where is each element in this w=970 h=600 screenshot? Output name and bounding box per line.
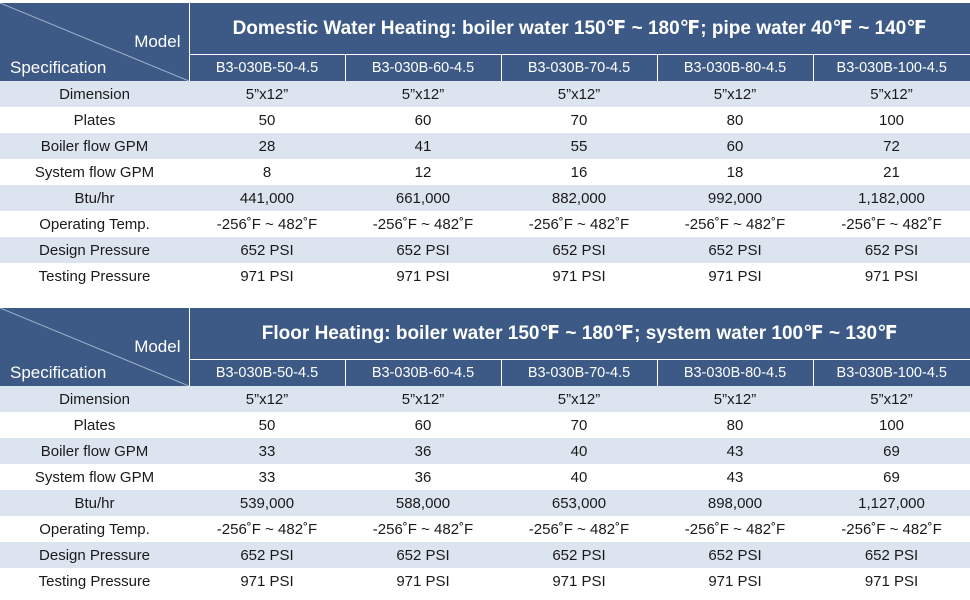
model-header: B3-030B-50-4.5 xyxy=(189,360,345,387)
table-title: Floor Heating: boiler water 150℉ ~ 180℉; system water 100℉ ~ 130℉ xyxy=(189,308,970,360)
domestic-water-heating-table xyxy=(0,3,970,289)
table-cell: 36 xyxy=(345,464,501,490)
table-cell: 40 xyxy=(501,438,657,464)
corner-model-label: Model xyxy=(134,32,181,51)
table-cell: 652 PSI xyxy=(813,542,970,568)
table-cell: -256˚F ~ 482˚F xyxy=(189,211,345,237)
table-cell: 69 xyxy=(813,464,970,490)
table-row xyxy=(0,237,970,263)
row-label: System flow GPM xyxy=(0,464,189,490)
table-cell: -256˚F ~ 482˚F xyxy=(345,211,501,237)
table-cell: 55 xyxy=(501,133,657,159)
table-row xyxy=(0,516,970,542)
table-cell: -256˚F ~ 482˚F xyxy=(813,516,970,542)
table-cell: 971 PSI xyxy=(345,263,501,289)
table-row xyxy=(0,568,970,594)
table-cell: 971 PSI xyxy=(813,263,970,289)
table-cell: 5”x12” xyxy=(189,81,345,107)
table-cell: 971 PSI xyxy=(345,568,501,594)
table-cell: 971 PSI xyxy=(189,263,345,289)
table-cell: 971 PSI xyxy=(501,263,657,289)
table-cell: -256˚F ~ 482˚F xyxy=(501,516,657,542)
model-header: B3-030B-100-4.5 xyxy=(813,360,970,387)
table-title-row xyxy=(0,3,970,55)
table-cell: -256˚F ~ 482˚F xyxy=(501,211,657,237)
row-label: Design Pressure xyxy=(0,542,189,568)
table-cell: 16 xyxy=(501,159,657,185)
table-cell: 100 xyxy=(813,412,970,438)
table-row xyxy=(0,263,970,289)
table-row xyxy=(0,211,970,237)
table-cell: 652 PSI xyxy=(345,542,501,568)
table-row xyxy=(0,81,970,107)
row-label: Testing Pressure xyxy=(0,263,189,289)
table-cell: 40 xyxy=(501,464,657,490)
table-cell: 971 PSI xyxy=(657,263,813,289)
table-cell: 50 xyxy=(189,412,345,438)
table-cell: 5”x12” xyxy=(189,386,345,412)
table-cell: 1,182,000 xyxy=(813,185,970,211)
row-label: Operating Temp. xyxy=(0,516,189,542)
table-cell: 70 xyxy=(501,412,657,438)
model-header: B3-030B-80-4.5 xyxy=(657,55,813,82)
table-cell: 80 xyxy=(657,107,813,133)
table-cell: 43 xyxy=(657,464,813,490)
row-label: Boiler flow GPM xyxy=(0,133,189,159)
table-row xyxy=(0,464,970,490)
table-cell: 80 xyxy=(657,412,813,438)
table-cell: -256˚F ~ 482˚F xyxy=(189,516,345,542)
table-cell: 41 xyxy=(345,133,501,159)
table-cell: 898,000 xyxy=(657,490,813,516)
row-label: Design Pressure xyxy=(0,237,189,263)
table-row xyxy=(0,542,970,568)
table-cell: 652 PSI xyxy=(501,237,657,263)
model-header: B3-030B-60-4.5 xyxy=(345,55,501,82)
row-label: Plates xyxy=(0,107,189,133)
row-label: Boiler flow GPM xyxy=(0,438,189,464)
corner-specification-label: Specification xyxy=(10,58,107,77)
corner-specification-label: Specification xyxy=(10,363,107,382)
model-header: B3-030B-100-4.5 xyxy=(813,55,970,82)
table-cell: 18 xyxy=(657,159,813,185)
table-row xyxy=(0,159,970,185)
table-cell: 653,000 xyxy=(501,490,657,516)
row-label: Btu/hr xyxy=(0,490,189,516)
table-cell: 70 xyxy=(501,107,657,133)
row-label: Plates xyxy=(0,412,189,438)
model-header: B3-030B-70-4.5 xyxy=(501,360,657,387)
table-cell: 971 PSI xyxy=(657,568,813,594)
table-cell: 12 xyxy=(345,159,501,185)
table-cell: 992,000 xyxy=(657,185,813,211)
table-cell: 21 xyxy=(813,159,970,185)
table-cell: 5”x12” xyxy=(813,386,970,412)
table-cell: 588,000 xyxy=(345,490,501,516)
model-header: B3-030B-60-4.5 xyxy=(345,360,501,387)
table-cell: 60 xyxy=(345,107,501,133)
table-cell: 652 PSI xyxy=(189,237,345,263)
table-cell: -256˚F ~ 482˚F xyxy=(813,211,970,237)
floor-heating-table xyxy=(0,308,970,594)
model-header: B3-030B-50-4.5 xyxy=(189,55,345,82)
table-cell: 882,000 xyxy=(501,185,657,211)
header-corner-cell xyxy=(0,3,189,81)
table-cell: 971 PSI xyxy=(813,568,970,594)
table-cell: 72 xyxy=(813,133,970,159)
table-cell: 652 PSI xyxy=(501,542,657,568)
table-cell: 652 PSI xyxy=(345,237,501,263)
table-title: Domestic Water Heating: boiler water 150℉ ~ 180℉; pipe water 40℉ ~ 140℉ xyxy=(189,3,970,55)
table-cell: -256˚F ~ 482˚F xyxy=(657,211,813,237)
table-cell: 60 xyxy=(345,412,501,438)
table-cell: 1,127,000 xyxy=(813,490,970,516)
table-cell: 28 xyxy=(189,133,345,159)
table-cell: 661,000 xyxy=(345,185,501,211)
table-cell: 5”x12” xyxy=(657,386,813,412)
table-cell: 971 PSI xyxy=(501,568,657,594)
table-row xyxy=(0,185,970,211)
table-row xyxy=(0,133,970,159)
table-row xyxy=(0,412,970,438)
table-cell: 50 xyxy=(189,107,345,133)
table-cell: 60 xyxy=(657,133,813,159)
row-label: Dimension xyxy=(0,81,189,107)
model-header: B3-030B-70-4.5 xyxy=(501,55,657,82)
corner-model-label: Model xyxy=(134,337,181,356)
table-cell: 5”x12” xyxy=(345,386,501,412)
table-cell: 36 xyxy=(345,438,501,464)
table-title-row xyxy=(0,308,970,360)
table-cell: 652 PSI xyxy=(657,542,813,568)
row-label: Operating Temp. xyxy=(0,211,189,237)
table-cell: -256˚F ~ 482˚F xyxy=(345,516,501,542)
row-label: System flow GPM xyxy=(0,159,189,185)
table-cell: 539,000 xyxy=(189,490,345,516)
model-header: B3-030B-80-4.5 xyxy=(657,360,813,387)
table-cell: 5”x12” xyxy=(501,81,657,107)
row-label: Dimension xyxy=(0,386,189,412)
table-row xyxy=(0,438,970,464)
table-cell: 33 xyxy=(189,464,345,490)
table-cell: 971 PSI xyxy=(189,568,345,594)
table-row xyxy=(0,107,970,133)
table-cell: 5”x12” xyxy=(657,81,813,107)
table-cell: 652 PSI xyxy=(813,237,970,263)
table-cell: 5”x12” xyxy=(501,386,657,412)
row-label: Testing Pressure xyxy=(0,568,189,594)
table-cell: 33 xyxy=(189,438,345,464)
table-cell: 5”x12” xyxy=(813,81,970,107)
table-cell: 441,000 xyxy=(189,185,345,211)
header-corner-cell xyxy=(0,308,189,386)
table-cell: 5”x12” xyxy=(345,81,501,107)
table-cell: 8 xyxy=(189,159,345,185)
table-row xyxy=(0,386,970,412)
table-cell: 652 PSI xyxy=(657,237,813,263)
row-label: Btu/hr xyxy=(0,185,189,211)
table-cell: -256˚F ~ 482˚F xyxy=(657,516,813,542)
table-cell: 43 xyxy=(657,438,813,464)
table-row xyxy=(0,490,970,516)
table-cell: 652 PSI xyxy=(189,542,345,568)
table-cell: 69 xyxy=(813,438,970,464)
table-cell: 100 xyxy=(813,107,970,133)
